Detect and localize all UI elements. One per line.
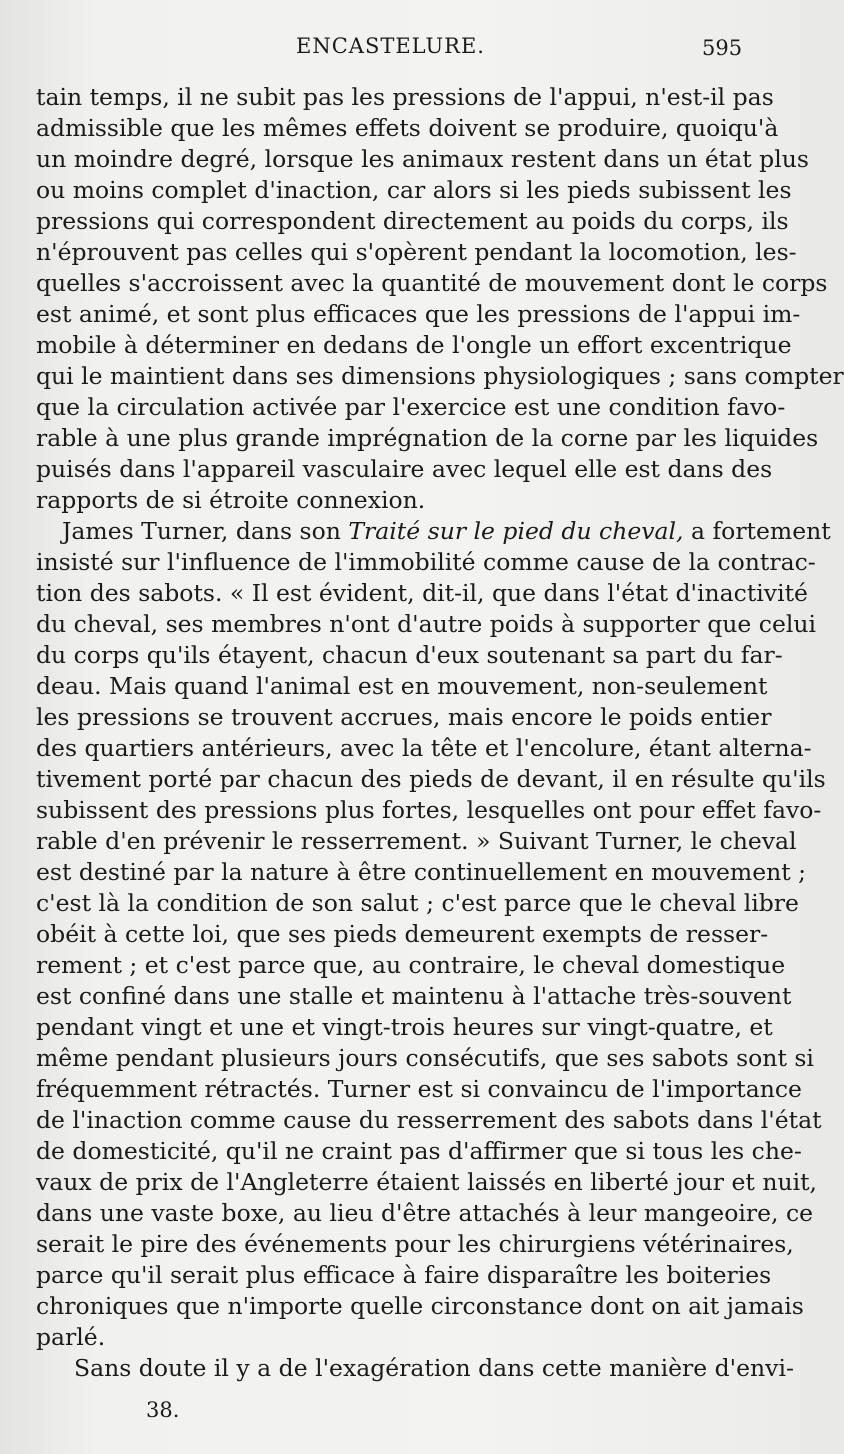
text-line: puisés dans l'appareil vasculaire avec lequel elle est dans des: [36, 455, 773, 483]
text-line: tivement porté par chacun des pieds de devant, il en résulte qu'ils: [36, 765, 826, 793]
text-line: parlé.: [36, 1323, 106, 1351]
italic-title: Traité sur le pied du cheval,: [348, 517, 684, 545]
text-line: est confiné dans une stalle et maintenu à l'attache très-souvent: [36, 982, 792, 1010]
text-line: les pressions se trouvent accrues, mais encore le poids entier: [36, 703, 772, 731]
text-line: du corps qu'ils étayent, chacun d'eux soutenant sa part du far-: [36, 641, 783, 669]
paragraph-start-line: [36, 516, 831, 547]
text-line: dans une vaste boxe, au lieu d'être attachés à leur mangeoire, ce: [36, 1199, 814, 1227]
text-run: James Turner, dans son: [62, 517, 349, 545]
text-line: admissible que les mêmes effets doivent se produire, quoiqu'à: [36, 114, 779, 142]
text-line: de l'inaction comme cause du resserrement des sabots dans l'état: [36, 1106, 822, 1134]
text-line: serait le pire des événements pour les chirurgiens vétérinaires,: [36, 1230, 794, 1258]
text-line: fréquemment rétractés. Turner est si convaincu de l'importance: [36, 1075, 802, 1103]
text-line: tion des sabots. « Il est évident, dit-il, que dans l'état d'inactivité: [36, 579, 808, 607]
text-line: mobile à déterminer en dedans de l'ongle un effort excentrique: [36, 331, 792, 359]
text-line: pendant vingt et une et vingt-trois heures sur vingt-quatre, et: [36, 1013, 773, 1041]
text-line: chroniques que n'importe quelle circonstance dont on ait jamais: [36, 1292, 804, 1320]
text-line: même pendant plusieurs jours consécutifs, que ses sabots sont si: [36, 1044, 814, 1072]
text-line: c'est là la condition de son salut ; c'est parce que le cheval libre: [36, 889, 799, 917]
text-line: que la circulation activée par l'exercice est une condition favo-: [36, 393, 786, 421]
text-line: subissent des pressions plus fortes, lesquelles ont pour effet favo-: [36, 796, 822, 824]
text-line: qui le maintient dans ses dimensions physiologiques ; sans compter: [36, 362, 844, 390]
text-line: insisté sur l'influence de l'immobilité comme cause de la contrac-: [36, 548, 816, 576]
signature-mark: 38.: [146, 1398, 180, 1422]
text-run: a fortement: [683, 517, 831, 545]
text-line: vaux de prix de l'Angleterre étaient laissés en liberté jour et nuit,: [36, 1168, 818, 1196]
text-line: rable à une plus grande imprégnation de la corne par les liquides: [36, 424, 819, 452]
text-line: ou moins complet d'inaction, car alors si les pieds subissent les: [36, 176, 792, 204]
text-line: quelles s'accroissent avec la quantité de mouvement dont le corps: [36, 269, 828, 297]
text-line: pressions qui correspondent directement au poids du corps, ils: [36, 207, 789, 235]
text-line: du cheval, ses membres n'ont d'autre poids à supporter que celui: [36, 610, 817, 638]
text-line: un moindre degré, lorsque les animaux restent dans un état plus: [36, 145, 809, 173]
text-line: de domesticité, qu'il ne craint pas d'affirmer que si tous les che-: [36, 1137, 802, 1165]
text-line: n'éprouvent pas celles qui s'opèrent pendant la locomotion, les-: [36, 238, 797, 266]
text-line: rement ; et c'est parce que, au contraire, le cheval domestique: [36, 951, 786, 979]
text-line: parce qu'il serait plus efficace à faire disparaître les boiteries: [36, 1261, 772, 1289]
running-head: ENCASTELURE.: [296, 34, 485, 58]
text-line: deau. Mais quand l'animal est en mouvement, non-seulement: [36, 672, 768, 700]
text-line: est destiné par la nature à être continuellement en mouvement ;: [36, 858, 807, 886]
page-header: [0, 34, 800, 68]
paragraph-start-line: Sans doute il y a de l'exagération dans cette manière d'envi-: [74, 1354, 794, 1382]
text-line: est animé, et sont plus efficaces que les pressions de l'appui im-: [36, 300, 801, 328]
text-line: rapports de si étroite connexion.: [36, 486, 426, 514]
text-line: tain temps, il ne subit pas les pressions de l'appui, n'est-il pas: [36, 83, 774, 111]
text-line: des quartiers antérieurs, avec la tête et l'encolure, étant alterna-: [36, 734, 812, 762]
text-line: obéit à cette loi, que ses pieds demeurent exempts de resser-: [36, 920, 769, 948]
body-text: [36, 82, 844, 1384]
text-line: rable d'en prévenir le resserrement. » Suivant Turner, le cheval: [36, 827, 797, 855]
page-number: 595: [702, 36, 743, 60]
